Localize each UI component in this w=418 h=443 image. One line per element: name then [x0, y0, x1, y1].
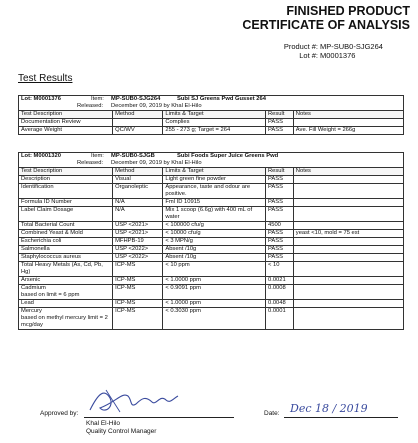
column-header: Method [113, 111, 163, 119]
table-row [19, 277, 404, 285]
test-method: ICP-MS [113, 300, 163, 308]
test-description: Lead [19, 300, 113, 308]
test-limits: Fml ID 10915 [163, 199, 266, 207]
test-result: 0.0048 [266, 300, 294, 308]
table-row [19, 246, 404, 254]
test-description: Arsenic [19, 277, 113, 285]
lot-1-release-row [19, 103, 404, 111]
test-result: PASS [266, 184, 294, 199]
lot-2-name: Subi Foods Super Juice Greens Pwd [177, 153, 279, 159]
lot-2-released: December 09, 2019 by Khal El-Hilo [111, 160, 202, 166]
test-limits: < 3 MPN/g [163, 238, 266, 246]
lot-1-released-label: Released: [77, 103, 104, 109]
signer-role: Quality Control Manager [86, 428, 157, 435]
table-row [19, 254, 404, 262]
test-description: Combined Yeast & Mold [19, 230, 113, 238]
test-method: USP <2022> [113, 246, 163, 254]
test-description: Staphylococcus aureus [19, 254, 113, 262]
test-limits: < 10000 cfu/g [163, 230, 266, 238]
date-label: Date: [264, 410, 280, 417]
lot-1-number: Lot: M0001376 [21, 96, 61, 102]
test-notes: yeast <10, mold = 75 est [293, 230, 403, 238]
lot-2-number: Lot: M0001320 [21, 153, 61, 159]
column-header: Method [113, 168, 163, 176]
test-description: Label Claim Dosage [19, 207, 113, 222]
test-description: Cadmium based on limit = 6 ppm [19, 285, 113, 300]
test-method: USP <2021> [113, 230, 163, 238]
test-notes: Ave. Fill Weight = 266g [293, 127, 403, 135]
test-method: ICP-MS [113, 277, 163, 285]
lot-2-item-label: Item: [91, 153, 104, 159]
table-row [19, 207, 404, 222]
column-header: Notes [293, 111, 403, 119]
test-method: ICP-MS [113, 285, 163, 300]
test-result: 4500 [266, 222, 294, 230]
test-limits: < 10 ppm [163, 262, 266, 277]
test-limits: Complies [163, 119, 266, 127]
table-row [19, 230, 404, 238]
lot-1-item: MP-SUB0-SJG264 [111, 96, 161, 102]
column-header: Test Description [19, 168, 113, 176]
handwritten-date: Dec 18 / 2019 [290, 402, 368, 415]
test-result: PASS [266, 246, 294, 254]
column-header: Test Description [19, 111, 113, 119]
test-notes [293, 262, 403, 277]
test-limits: < 0.3030 ppm [163, 308, 266, 330]
section-title: Test Results [18, 73, 73, 84]
test-method: Organoleptic [113, 184, 163, 199]
test-description: Mercury based on methyl mercury limit = 2 mcg/day [19, 308, 113, 330]
product-number-label: Product #: [283, 42, 318, 51]
handwritten-signature [86, 384, 182, 418]
test-notes [293, 119, 403, 127]
test-description: Formula ID Number [19, 199, 113, 207]
test-result: PASS [266, 254, 294, 262]
lot-1-column-headers [19, 111, 404, 119]
test-description: Total Bacterial Count [19, 222, 113, 230]
test-description: Identification [19, 184, 113, 199]
lot-number-value: M0001376 [320, 51, 356, 60]
test-result: PASS [266, 199, 294, 207]
test-notes [293, 285, 403, 300]
table-row [19, 238, 404, 246]
test-method: N/A [113, 199, 163, 207]
column-header: Notes [293, 168, 403, 176]
lot-number-label: Lot #: [299, 51, 318, 60]
lot-2-release-row [19, 160, 404, 168]
test-method: ICP-MS [113, 308, 163, 330]
test-notes [293, 300, 403, 308]
test-result: < 10 [266, 262, 294, 277]
test-limits: Absent /10g [163, 254, 266, 262]
test-result: PASS [266, 127, 294, 135]
test-notes [293, 238, 403, 246]
approved-by-label: Approved by: [40, 410, 79, 417]
test-notes [293, 184, 403, 199]
test-method: QC/WV [113, 127, 163, 135]
test-description: Total Heavy Metals (As, Cd, Pb, Hg) [19, 262, 113, 277]
table-row [19, 199, 404, 207]
table-row [19, 308, 404, 330]
table-row [19, 127, 404, 135]
product-lot-block [0, 42, 418, 62]
test-result: PASS [266, 238, 294, 246]
test-limits: < 100000 cfu/g [163, 222, 266, 230]
lot-1-item-label: Item: [91, 96, 104, 102]
test-result: PASS [266, 119, 294, 127]
test-limits: 255 - 273 g; Target = 264 [163, 127, 266, 135]
test-notes [293, 277, 403, 285]
lot-1-name: Subi SJ Greens Pwd Gusset 264 [177, 96, 266, 102]
test-limits: < 1.0000 ppm [163, 300, 266, 308]
test-limits: Appearance, taste and odour are positive. [163, 184, 266, 199]
test-limits: Mix 1 scoop (6.6g) with 400 mL of water [163, 207, 266, 222]
document-title-line2: CERTIFICATE OF ANALYSIS [242, 18, 410, 32]
lot-2-table [18, 152, 404, 330]
test-result: 0.0008 [266, 285, 294, 300]
lot-1-table [18, 95, 404, 135]
test-method: USP <2022> [113, 254, 163, 262]
column-header: Limits & Target [163, 111, 266, 119]
test-result: 0.0001 [266, 308, 294, 330]
test-method: MFHPB-19 [113, 238, 163, 246]
table-row [19, 176, 404, 184]
test-notes [293, 176, 403, 184]
lot-2-header-row [19, 153, 404, 161]
table-row [19, 300, 404, 308]
test-notes [293, 246, 403, 254]
test-notes [293, 308, 403, 330]
test-limits: Absent /10g [163, 246, 266, 254]
lot-1-released: December 09, 2019 by Khal El-Hilo [111, 103, 202, 109]
test-method: Visual [113, 176, 163, 184]
test-limits: < 1.0000 ppm [163, 277, 266, 285]
test-method [113, 119, 163, 127]
column-header: Limits & Target [163, 168, 266, 176]
test-result: PASS [266, 207, 294, 222]
test-method: N/A [113, 207, 163, 222]
lot-2-column-headers [19, 168, 404, 176]
table-row [19, 222, 404, 230]
table-row [19, 119, 404, 127]
test-limits: Light green fine powder [163, 176, 266, 184]
test-result: PASS [266, 176, 294, 184]
product-number-value: MP-SUB0-SJG264 [320, 42, 383, 51]
test-result: PASS [266, 230, 294, 238]
test-method: USP <2021> [113, 222, 163, 230]
test-notes [293, 254, 403, 262]
test-notes [293, 199, 403, 207]
column-header: Result [266, 168, 294, 176]
test-description: Salmonella [19, 246, 113, 254]
test-result: 0.0021 [266, 277, 294, 285]
column-header: Result [266, 111, 294, 119]
document-title-line1: FINISHED PRODUCT [286, 4, 410, 18]
test-description: Escherichia coli [19, 238, 113, 246]
test-description: Documentation Review [19, 119, 113, 127]
table-row [19, 285, 404, 300]
test-limits: < 0.9091 ppm [163, 285, 266, 300]
table-row [19, 184, 404, 199]
test-description: Average Weight [19, 127, 113, 135]
lot-1-header-row [19, 96, 404, 104]
test-notes [293, 207, 403, 222]
table-row [19, 262, 404, 277]
test-description: Description [19, 176, 113, 184]
test-notes [293, 222, 403, 230]
test-method: ICP-MS [113, 262, 163, 277]
lot-2-item: MP-SUB0-SJGB [111, 153, 155, 159]
lot-2-released-label: Released: [77, 160, 104, 166]
signer-name: Khal El-Hilo [86, 420, 120, 427]
